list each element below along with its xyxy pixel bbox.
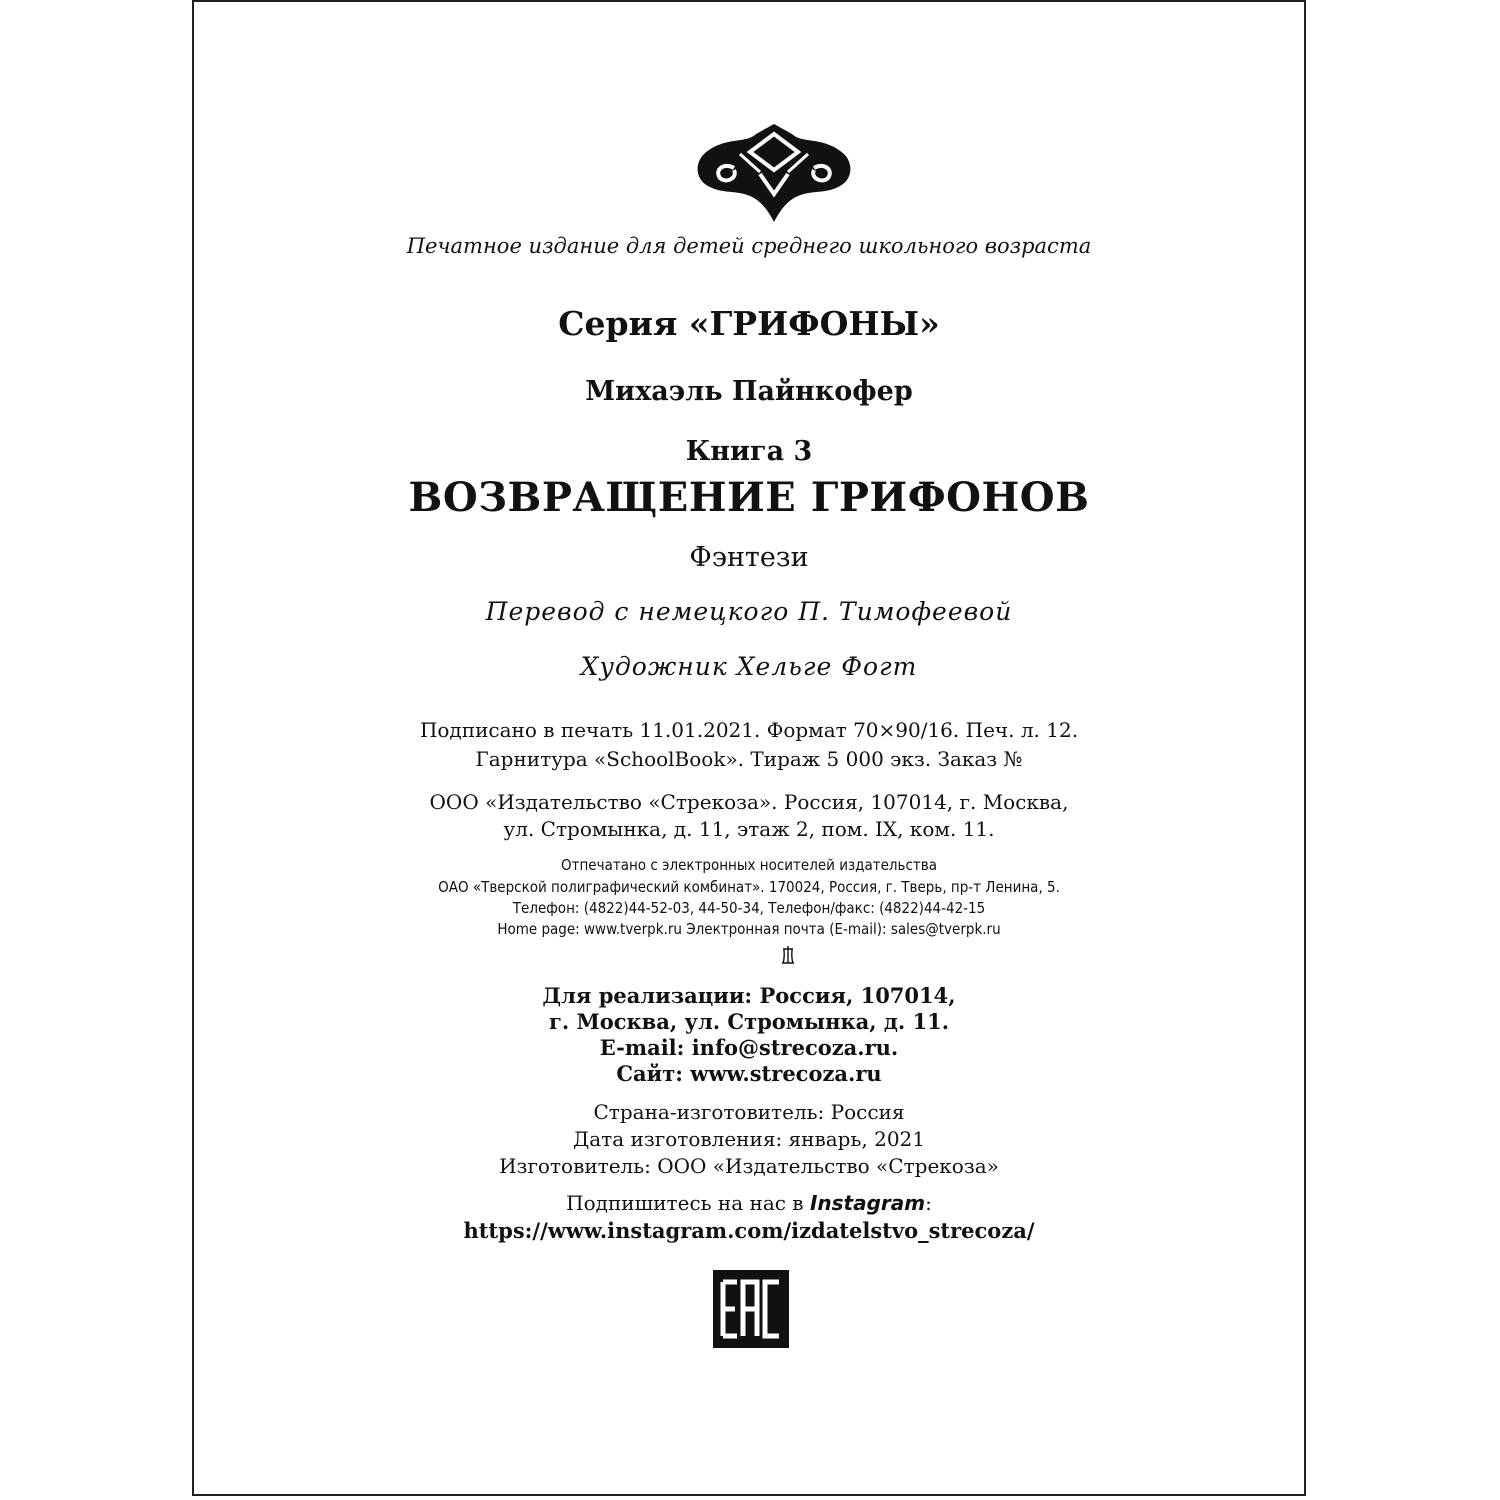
celtic-knot-ornament-icon (694, 124, 854, 222)
book-number: Книга 3 (685, 436, 813, 467)
genre: Фэнтези (689, 542, 809, 573)
subscribe-line (194, 1191, 1304, 1215)
printer-info: Отпечатано с электронных носителей издательства (560, 856, 937, 874)
sales-email: E-mail: info@strecoza.ru. (599, 1035, 899, 1060)
sales-address: г. Москва, ул. Стромынка, д. 11. (548, 1009, 949, 1034)
sales-address: Для реализации: Россия, 107014, (542, 983, 956, 1008)
imprint-line: Гарнитура «SchoolBook». Тираж 5 000 экз. Заказ № (475, 747, 1023, 771)
instagram-url: https://www.instagram.com/izdatelstvo_strecoza/ (463, 1218, 1035, 1243)
audience-subtitle: Печатное издание для детей среднего школьного возраста (406, 234, 1092, 258)
subscribe-prefix: Подпишитесь на нас в (566, 1191, 810, 1215)
eac-mark-icon (713, 1270, 789, 1348)
series-title: Серия «ГРИФОНЫ» (558, 304, 940, 343)
artist-credit: Художник Хельге Фогт (580, 652, 918, 681)
printer-info: Телефон: (4822)44-52-03, 44-50-34, Телефон/факс: (4822)44-42-15 (512, 899, 986, 917)
publisher-address: ООО «Издательство «Стрекоза». Россия, 107014, г. Москва, (429, 790, 1069, 814)
printer-info: ОАО «Тверской полиграфический комбинат». 170024, Россия, г. Тверь, пр-т Ленина, 5. (438, 878, 1060, 896)
manufacture-date: Дата изготовления: январь, 2021 (572, 1127, 925, 1151)
manufacturer: Изготовитель: ООО «Издательство «Стрекоза» (499, 1154, 999, 1178)
book-title: ВОЗВРАЩЕНИЕ ГРИФОНОВ (408, 474, 1090, 521)
printer-info: Home page: www.tverpk.ru Электронная почта (E-mail): sales@tverpk.ru (497, 920, 1001, 938)
manufacture-country: Страна-изготовитель: Россия (593, 1100, 905, 1124)
sales-website: Сайт: www.strecoza.ru (616, 1061, 882, 1086)
publisher-address: ул. Стромынка, д. 11, этаж 2, пом. IX, ком. 11. (503, 817, 995, 841)
printer-logo-icon (781, 945, 795, 965)
imprint-line: Подписано в печать 11.01.2021. Формат 70×90/16. Печ. л. 12. (419, 718, 1079, 742)
subscribe-suffix: : (925, 1191, 932, 1215)
author-name: Михаэль Пайнкофер (585, 376, 913, 407)
colophon-page (192, 0, 1306, 1496)
translator-credit: Перевод с немецкого П. Тимофеевой (485, 597, 1013, 626)
instagram-brand: Instagram (809, 1191, 926, 1215)
